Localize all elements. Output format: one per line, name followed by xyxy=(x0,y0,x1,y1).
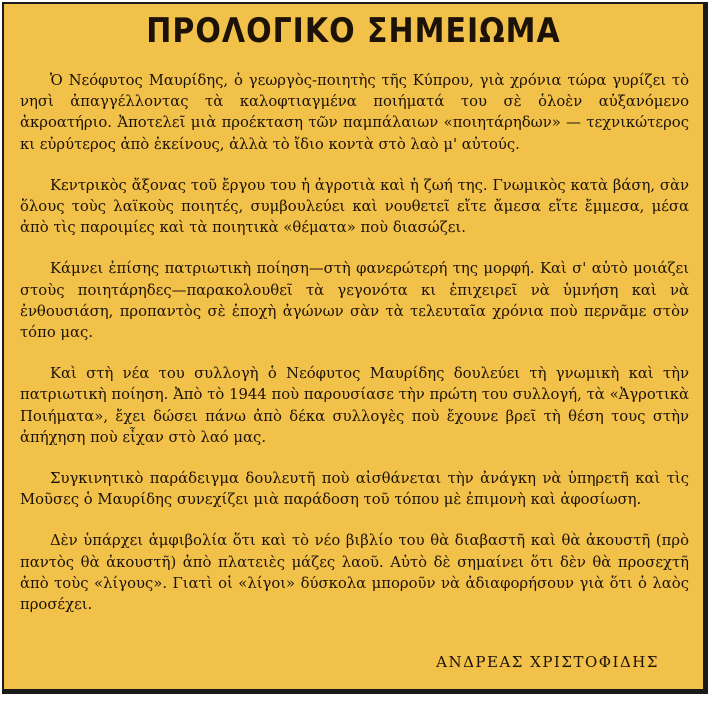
paragraph: Συγκινητικὸ παράδειγμα δουλευτῆ ποὺ αἰσθάνεται τὴν ἀνάγκη νὰ ὑπηρετῆ καὶ τὶς Μοῦσες ὁ Μαυρίδης συνεχίζει μιὰ παράδοση τοῦ τόπου μὲ ἐπιμονὴ καὶ ἀφοσίωση. xyxy=(20,470,689,509)
paragraph: Κεντρικὸς ἄξονας τοῦ ἔργου του ἡ ἀγροτιὰ καὶ ἡ ζωή της. Γνωμικὸς κατὰ βάση, σὰν ὅλους τοὺς λαϊκοὺς ποιητές, συμβουλεύει καὶ νουθετεῖ εἴτε ἄμεσα εἴτε ἔμμεσα, μέσα ἀπὸ τὶς παροιμίες καὶ τὰ ποιητικὰ «θέματα» ποὺ διασώζει. xyxy=(20,176,689,237)
paragraph: Ὁ Νεόφυτος Μαυρίδης, ὁ γεωργὸς-ποιητὴς τῆς Κύπρου, γιὰ χρόνια τώρα γυρίζει τὸ νησὶ ἀπαγγέλλοντας τὰ καλοφτιαγμένα ποιήματά του σὲ ὁλοὲν αὐξανόμενο ἀκροατήριο. Ἀποτελεῖ μιὰ προέκταση τῶν παμπάλαιων «ποιητάρηδων» — τεχνικώτερος κι εὐρύτερος ἀπὸ ἐκείνους, ἀλλὰ τὸ ἴδιο κοντὰ στὸ λαὸ μ' αὐτούς. xyxy=(20,72,689,153)
paragraph: Δὲν ὑπάρχει ἀμφιβολία ὅτι καὶ τὸ νέο βιβλίο του θὰ διαβαστῆ καὶ θὰ ἀκουστῆ (πρὸ παντὸς θὰ ἀκουστῆ) ἀπὸ πλατειὲς μάζες λαοῦ. Αὐτὸ δὲ σημαίνει ὅτι δὲν θὰ προσεχτῆ ἀπὸ τοὺς «λίγους». Γιατὶ οἱ «λίγοι» δύσκολα μποροῦν νὰ ἀδιαφορήσουν γιὰ ὅτι ὁ λαὸς προσέχει. xyxy=(20,532,689,614)
document-body xyxy=(20,70,689,635)
document-title: ΠΡΟΛΟΓΙΚΟ ΣΗΜΕΙΩΜΑ xyxy=(146,11,561,52)
document-page xyxy=(2,2,708,694)
paragraph: Κάμνει ἐπίσης πατριωτικὴ ποίηση—στὴ φανερώτερή της μορφή. Καὶ σ' αὐτὸ μοιάζει στοὺς ποιητάρηδες—παρακολουθεῖ τὰ γεγονότα κι ἐπιχειρεῖ νὰ ὑμνήση καὶ νὰ ἐνθουσιάση, προπαντὸς σὲ ἐποχὴ ἀγώνων σὰν τὰ τελευταῖα χρόνια ποὺ περνᾶμε στὸν τόπο μας. xyxy=(20,260,689,342)
paragraph: Καὶ στὴ νέα του συλλογὴ ὁ Νεόφυτος Μαυρίδης δουλεύει τὴ γνωμικὴ καὶ τὴν πατριωτικὴ ποίηση. Ἀπὸ τὸ 1944 ποὺ παρουσίασε τὴν πρώτη του συλλογή, τὰ «Ἀγροτικὰ Ποιήματα», ἔχει δώσει πάνω ἀπὸ δέκα συλλογὲς ποὺ ἔχουνε βρεῖ τὴ θέση τους στὴν ἀπήχηση ποὺ εἶχαν στὸ λαό μας. xyxy=(20,365,689,446)
author-signature: ΑΝΔΡΕΑΣ ΧΡΙΣΤΟΦΙΔΗΣ xyxy=(436,653,659,671)
